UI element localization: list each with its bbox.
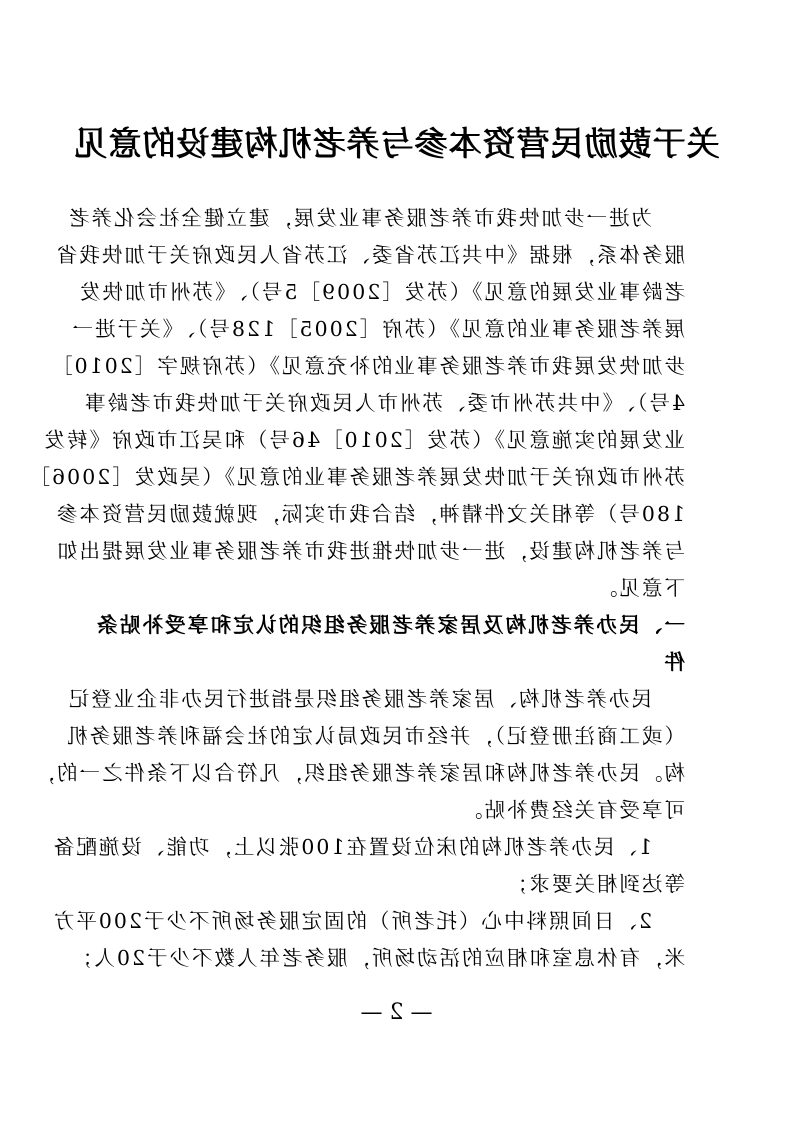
paragraph-line: 服务体系，根据《中共江苏省委、江苏省人民政府关于加快我省	[55, 243, 685, 267]
paragraph-line: （或工商注册登记），并经市民政局认定的社会福利养老服务机	[65, 724, 685, 748]
paragraph-line: 下意见。	[595, 576, 685, 600]
paragraph-line: 为进一步加快我市养老服务事业发展，建立健全社会化养老	[67, 206, 652, 230]
paragraph-line: 苏州市政府关于加快发展养老服务事业的意见》（吴政发［2006］	[27, 465, 685, 489]
paragraph-line: 与养老机构建设，进一步加快推进我市养老服务事业发展提出如	[55, 539, 685, 563]
section-heading: 一、民办养老机构及居家养老服务组织的认定和享受补贴条	[95, 613, 685, 637]
paragraph-line: 老龄事业发展的意见》（苏发［2009］5号）、《苏州市加快发	[78, 280, 685, 304]
paragraph-line: 1、民办养老机构的床位设置在100张以上，功能、设施配备	[51, 835, 652, 859]
paragraph-line: 业发展的实施意见》（苏发［2010］46号）和吴江市政府《转发	[42, 428, 685, 452]
document-title: 关于鼓励民营资本参与养老机构建设的意见	[73, 124, 720, 163]
page-number: — 2 —	[360, 1000, 433, 1025]
paragraph-line: 构。民办养老机构和居家养老服务组织，凡符合以下条件之一的，	[32, 761, 685, 785]
paragraph-line: 180号）等相关文件精神，结合我市实际，现就鼓励民营资本参	[54, 502, 685, 526]
paragraph-line: 米，有休息室和相应的活动场所，服务老年人数不少于20人；	[69, 946, 685, 970]
paragraph-line: 展养老服务事业的意见》（苏府［2005］128号）、《关于进一	[70, 317, 685, 341]
paragraph-line: 步加快发展我市养老服务事业的补充意见》（苏府规字［2010］	[50, 354, 685, 378]
paragraph-line: 可享受有关经费补贴。	[460, 798, 685, 822]
paragraph-line: 等达到相关要求；	[505, 872, 685, 896]
paragraph-line: 2、日间照料中心（托老所）的固定服务场所不少于200平方	[51, 909, 652, 933]
section-heading: 件	[662, 650, 685, 674]
paragraph-line: 4号）、《中共苏州市委、苏州市人民政府关于加快我市老龄事	[82, 391, 685, 415]
paragraph-line: 民办养老机构、居家养老服务组织是指进行民办非企业登记	[67, 687, 652, 711]
